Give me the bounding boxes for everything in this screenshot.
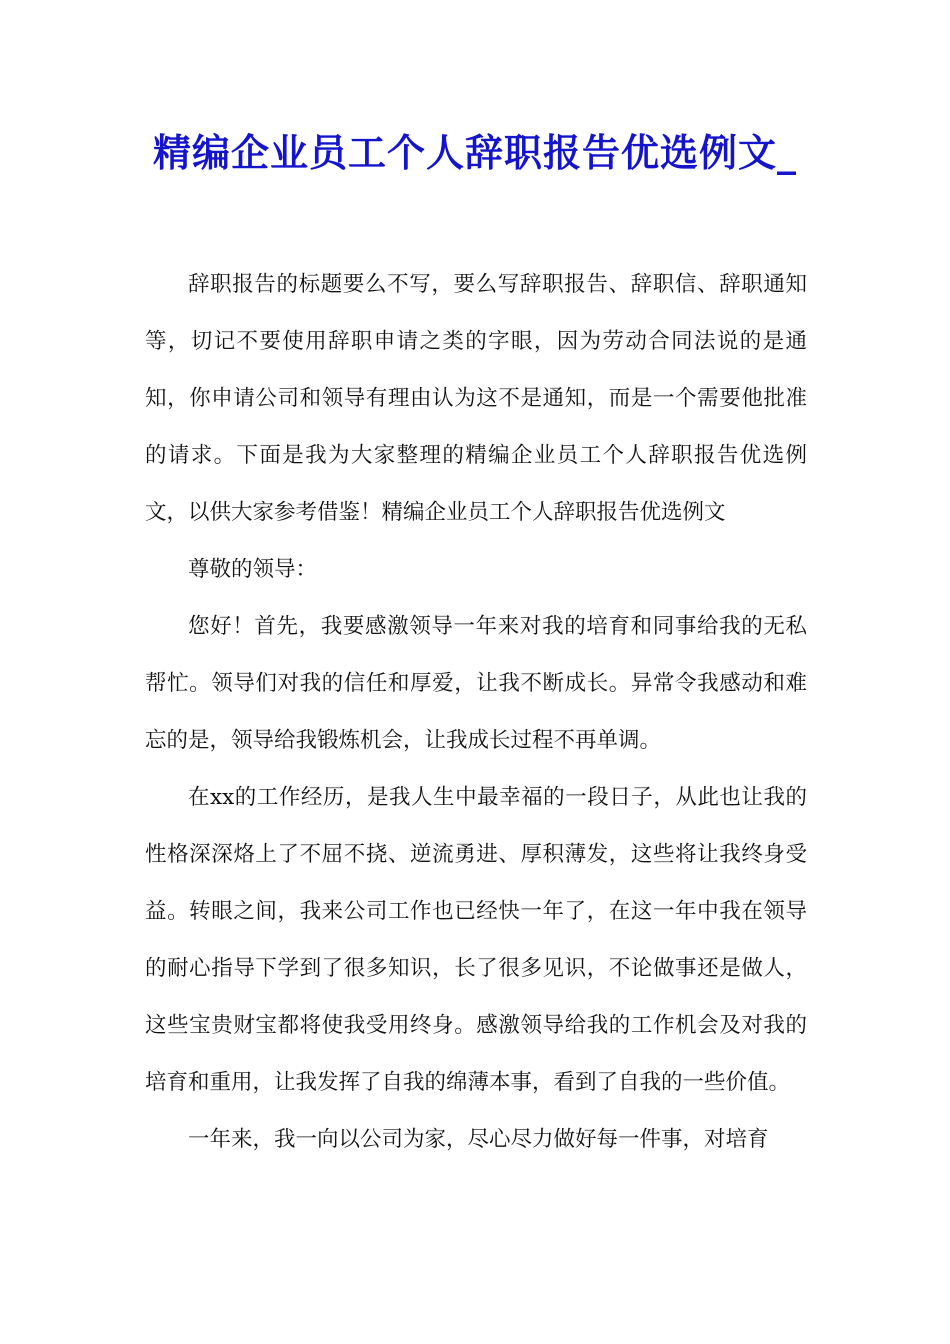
paragraph-salutation: 尊敬的领导： [188,557,318,582]
paragraph-experience: 在xx的工作经历，是我人生中最幸福的一段日子，从此也让我的性格深深烙上了不屈不挠、逆流勇进、厚积薄发，这些将让我终身受益。转眼之间，我来公司工作也已经快一年了，在这一年中我在领导的耐心指导下学到了很多知识，长了很多见识，不论做事还是做人，这些宝贵财宝都将使我受用终身。感激领导给我的工作机会及对我的培育和重用，让我发挥了自我的绵薄本事，看到了自我的一些价值。 [145,785,807,1095]
document-title: 精编企业员工个人辞职报告优选例文_ [152,130,797,175]
paragraph-greeting: 您好！首先，我要感激领导一年来对我的培育和同事给我的无私帮忙。领导们对我的信任和厚爱，让我不断成长。异常令我感动和难忘的是，领导给我锻炼机会，让我成长过程不再单调。 [145,614,807,753]
document-body [145,256,807,1168]
paragraph-intro: 辞职报告的标题要么不写，要么写辞职报告、辞职信、辞职通知等，切记不要使用辞职申请之类的字眼，因为劳动合同法说的是通知，你申请公司和领导有理由认为这不是通知，而是一个需要他批准的请求。下面是我为大家整理的精编企业员工个人辞职报告优选例文，以供大家参考借鉴！精编企业员工个人辞职报告优选例文 [145,272,807,525]
paragraph-year-summary: 一年来，我一向以公司为家，尽心尽力做好每一件事，对培育 [188,1127,769,1152]
